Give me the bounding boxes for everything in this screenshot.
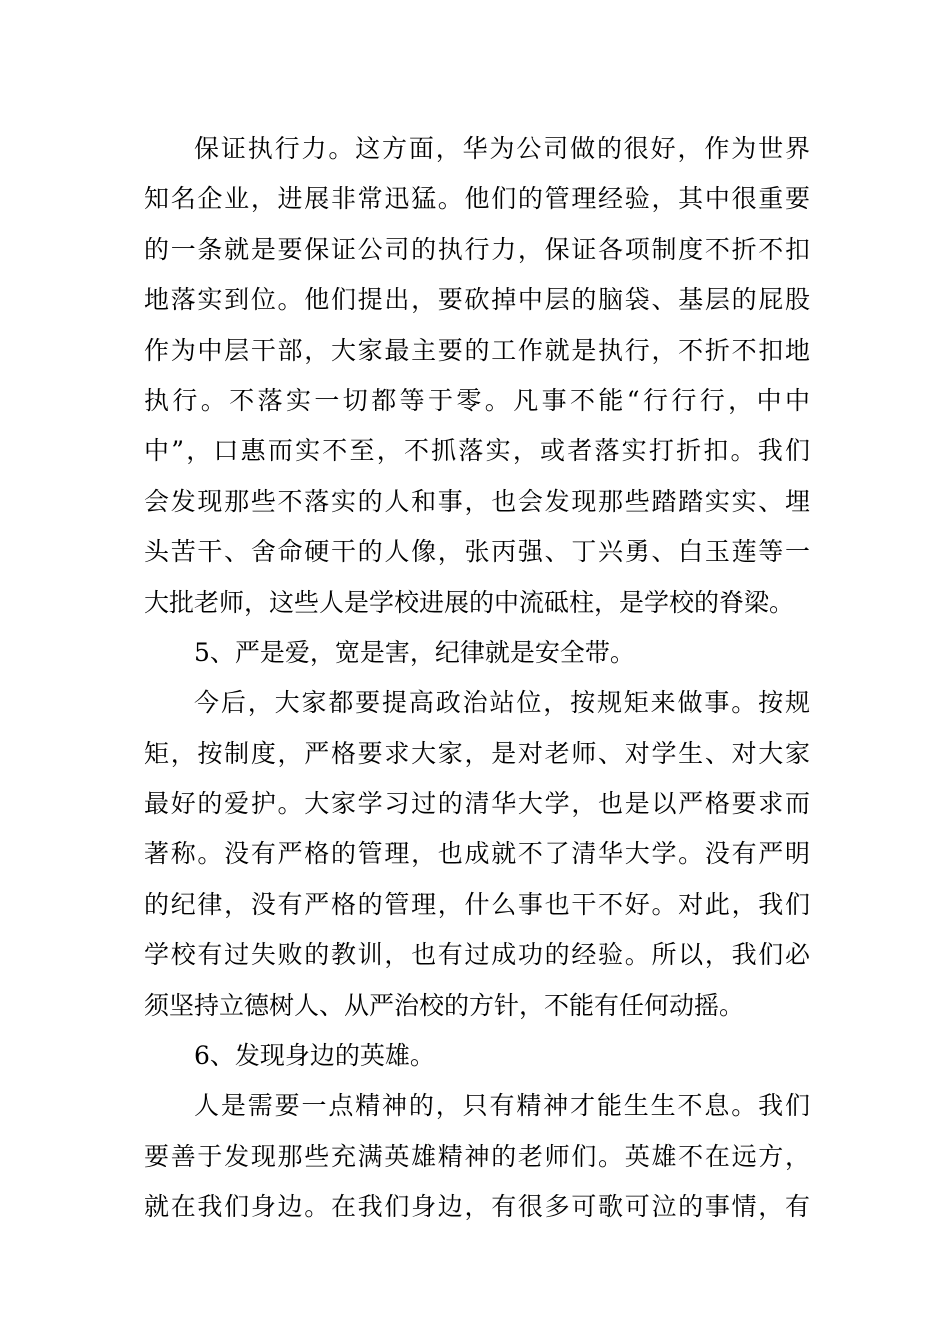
paragraph-heroes [144,1081,810,1232]
text-line: 大批老师，这些人是学校进展的中流砥柱，是学校的脊梁。 [144,587,795,617]
text-line: 就在我们身边。在我们身边，有很多可歌可泣的事情，有 [144,1192,810,1222]
text-line: 执行。不落实一切都等于零。凡事不能“行行行，中中 [144,385,810,415]
section-heading-6 [144,1031,810,1081]
text-line: 须坚持立德树人、从严治校的方针，不能有任何动摇。 [144,990,745,1020]
heading-text: 5、严是爱，宽是害，纪律就是安全带。 [194,637,635,667]
text-line: 中”，口惠而实不至，不抓落实，或者落实打折扣。我们 [144,436,810,466]
section-heading-5 [144,628,810,678]
text-line: 矩，按制度，严格要求大家，是对老师、对学生、对大家 [144,738,810,768]
text-line: 作为中层干部，大家最主要的工作就是执行，不折不扣地 [144,335,810,365]
text-line: 最好的爱护。大家学习过的清华大学，也是以严格要求而 [144,789,810,819]
heading-text: 6、发现身边的英雄。 [194,1041,435,1071]
paragraph-execution [144,124,810,628]
text-line: 知名企业，进展非常迅猛。他们的管理经验，其中很重要 [144,184,810,214]
text-line: 学校有过失败的教训，也有过成功的经验。所以，我们必 [144,940,810,970]
text-line: 的一条就是要保证公司的执行力，保证各项制度不折不扣 [144,234,810,264]
text-line: 头苦干、舍命硬干的人像，张丙强、丁兴勇、白玉莲等一 [144,537,810,567]
text-line: 著称。没有严格的管理，也成就不了清华大学。没有严明 [144,839,810,869]
text-line: 的纪律，没有严格的管理，什么事也干不好。对此，我们 [144,889,810,919]
document-body [144,124,810,1233]
text-line: 保证执行力。这方面，华为公司做的很好，作为世界 [194,134,810,163]
paragraph-discipline [144,678,810,1031]
text-line: 今后，大家都要提高政治站位，按规矩来做事。按规 [194,688,810,718]
text-line: 要善于发现那些充满英雄精神的老师们。英雄不在远方， [144,1141,810,1171]
text-line: 地落实到位。他们提出，要砍掉中层的脑袋、基层的屁股 [144,285,810,315]
text-line: 人是需要一点精神的，只有精神才能生生不息。我们 [194,1091,810,1121]
text-line: 会发现那些不落实的人和事，也会发现那些踏踏实实、埋 [144,486,810,516]
